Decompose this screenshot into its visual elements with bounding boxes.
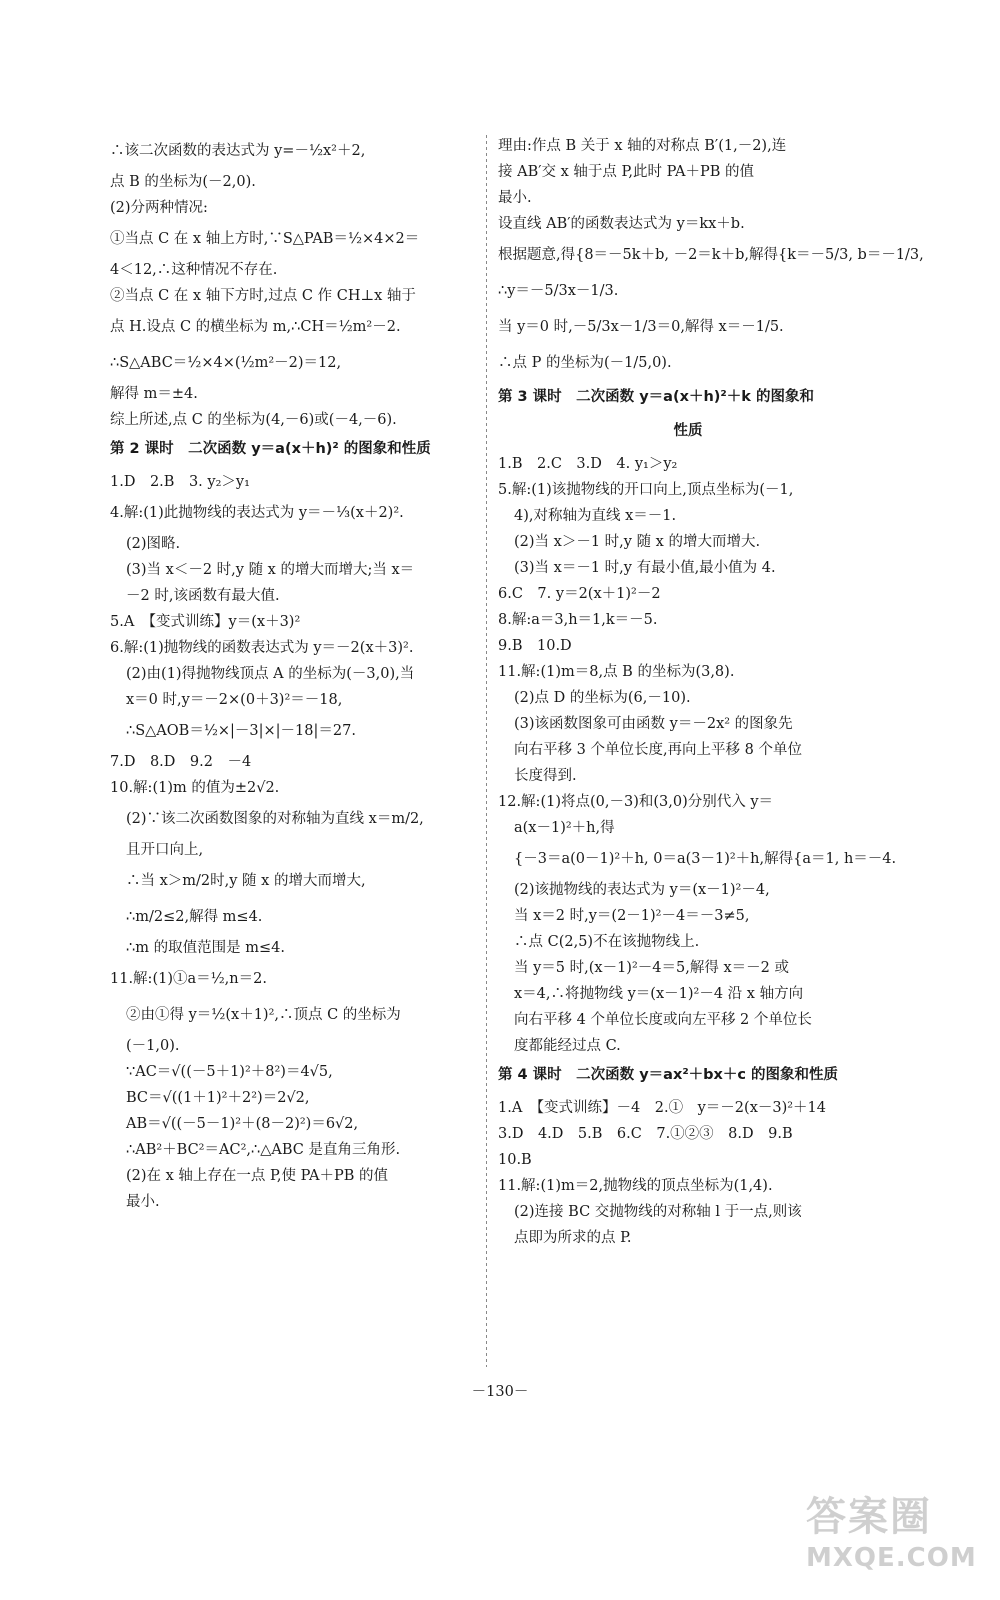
answer-line: (2)该抛物线的表达式为 y＝(x－1)²－4,	[514, 882, 770, 898]
answer-line: 当 y＝0 时,－5/3x－1/3＝0,解得 x＝－1/5.	[498, 319, 784, 335]
answer-line: 10.解:(1)m 的值为±2√2.	[110, 780, 280, 796]
answer-line: 点即为所求的点 P.	[514, 1230, 632, 1246]
answer-line: (3)该函数图象可由函数 y＝－2x² 的图象先	[514, 716, 793, 732]
answer-line: x＝4,∴将抛物线 y＝(x－1)²－4 沿 x 轴方向	[514, 986, 804, 1002]
answer-line: 11.解:(1)m＝8,点 B 的坐标为(3,8).	[498, 664, 735, 680]
answer-line: ∴当 x＞m/2时,y 随 x 的增大而增大,	[126, 873, 366, 889]
answer-line: ②由①得 y＝½(x＋1)²,∴顶点 C 的坐标为	[126, 1007, 401, 1023]
answer-line: 综上所述,点 C 的坐标为(4,－6)或(－4,－6).	[110, 412, 397, 428]
answer-line: ∴点 P 的坐标为(－1/5,0).	[498, 355, 672, 371]
answer-line: 4.解:(1)此抛物线的表达式为 y＝－⅓(x＋2)².	[110, 505, 404, 521]
answer-line: －2 时,该函数有最大值.	[126, 588, 280, 604]
answer-line: 1.D 2.B 3. y₂＞y₁	[110, 474, 250, 490]
answer-line: (2)∵该二次函数图象的对称轴为直线 x＝m/2,	[126, 811, 424, 827]
answer-line: ①当点 C 在 x 轴上方时,∵S△PAB＝½×4×2＝	[110, 231, 420, 247]
answer-line: 10.B	[498, 1152, 532, 1168]
answer-line: AB＝√((－5－1)²＋(8－2)²)＝6√2,	[126, 1116, 359, 1132]
answer-line: 向右平移 4 个单位长度或向左平移 2 个单位长	[514, 1012, 812, 1028]
answer-line: 最小.	[498, 190, 532, 206]
answer-line: ②当点 C 在 x 轴下方时,过点 C 作 CH⊥x 轴于	[110, 288, 416, 304]
answer-line: 理由:作点 B 关于 x 轴的对称点 B′(1,－2),连	[498, 138, 787, 154]
answer-line: ∴m 的取值范围是 m≤4.	[126, 940, 285, 956]
answer-line: 点 B 的坐标为(－2,0).	[110, 174, 256, 190]
answer-line: 长度得到.	[514, 768, 577, 784]
answer-line: (2)由(1)得抛物线顶点 A 的坐标为(－3,0),当	[126, 666, 415, 682]
answer-line: 6.C 7. y＝2(x＋1)²－2	[498, 586, 661, 602]
answer-line: ∴点 C(2,5)不在该抛物线上.	[514, 934, 700, 950]
answer-line: 向右平移 3 个单位长度,再向上平移 8 个单位	[514, 742, 802, 758]
answer-line: ∴AB²＋BC²＝AC²,∴△ABC 是直角三角形.	[126, 1142, 401, 1158]
answer-line: (2)图略.	[126, 536, 181, 552]
watermark-logo	[806, 1492, 986, 1592]
section-heading: 第 4 课时 二次函数 y＝ax²＋bx＋c 的图象和性质	[498, 1067, 839, 1083]
answer-line: (3)当 x＜－2 时,y 随 x 的增大而增大;当 x＝	[126, 562, 415, 578]
left-column	[110, 136, 482, 1218]
answer-line: 4＜12,∴这种情况不存在.	[110, 262, 278, 278]
answer-line: 度都能经过点 C.	[514, 1038, 621, 1054]
answer-line: 当 y＝5 时,(x－1)²－4＝5,解得 x＝－2 或	[514, 960, 789, 976]
answer-line: 11.解:(1)①a＝½,n＝2.	[110, 971, 267, 987]
answer-line: (2)分两种情况:	[110, 200, 208, 216]
answer-line: 9.B 10.D	[498, 638, 572, 654]
answer-line: (2)连接 BC 交抛物线的对称轴 l 于一点,则该	[514, 1204, 802, 1220]
watermark-text: 答案圈	[806, 1494, 932, 1540]
answer-line: 当 x＝2 时,y＝(2－1)²－4＝－3≠5,	[514, 908, 750, 924]
answer-line: (－1,0).	[126, 1038, 180, 1054]
answer-line: 4),对称轴为直线 x＝－1.	[514, 508, 677, 524]
answer-line: ∴S△AOB＝½×|－3|×|－18|＝27.	[126, 723, 356, 739]
answer-line: 接 AB′交 x 轴于点 P,此时 PA＋PB 的值	[498, 164, 754, 180]
section-heading: 第 2 课时 二次函数 y＝a(x＋h)² 的图象和性质	[110, 441, 431, 457]
answer-line: 且开口向上,	[126, 842, 204, 858]
answer-line: 11.解:(1)m＝2,抛物线的顶点坐标为(1,4).	[498, 1178, 773, 1194]
answer-line: 12.解:(1)将点(0,－3)和(3,0)分别代入 y＝	[498, 794, 774, 810]
answer-line: 3.D 4.D 5.B 6.C 7.①②③ 8.D 9.B	[498, 1126, 793, 1142]
answer-line: ∴S△ABC＝½×4×(½m²－2)＝12,	[110, 355, 342, 371]
answer-line: (2)在 x 轴上存在一点 P,使 PA＋PB 的值	[126, 1168, 388, 1184]
answer-line: ∴y＝－5/3x－1/3.	[498, 283, 619, 299]
answer-line: ∵AC＝√((－5＋1)²＋8²)＝4√5,	[126, 1064, 333, 1080]
answer-line: (2)点 D 的坐标为(6,－10).	[514, 690, 691, 706]
answer-line: 1.A 【变式训练】－4 2.① y＝－2(x－3)²＋14	[498, 1100, 827, 1116]
answer-line: (2)当 x＞－1 时,y 随 x 的增大而增大.	[514, 534, 761, 550]
answer-line: 根据题意,得{8＝－5k＋b, －2＝k＋b,解得{k＝－5/3, b＝－1/3,	[498, 247, 924, 263]
answer-line: ∴m/2≤2,解得 m≤4.	[126, 909, 263, 925]
answer-line: a(x－1)²＋h,得	[514, 820, 615, 836]
page-number: －130－	[471, 1384, 529, 1400]
column-divider	[486, 135, 487, 1367]
right-column	[498, 136, 924, 1254]
answer-line: 5.A 【变式训练】y＝(x＋3)²	[110, 614, 301, 630]
answer-line: 6.解:(1)抛物线的函数表达式为 y＝－2(x＋3)².	[110, 640, 414, 656]
section-heading: 性质	[673, 423, 703, 439]
answer-line: 设直线 AB′的函数表达式为 y＝kx＋b.	[498, 216, 745, 232]
watermark-url: MXQE.COM	[806, 1543, 977, 1573]
answer-line: ∴该二次函数的表达式为 y=－½x²＋2,	[110, 143, 366, 159]
answer-line: (3)当 x＝－1 时,y 有最小值,最小值为 4.	[514, 560, 776, 576]
answer-line: {－3＝a(0－1)²＋h, 0＝a(3－1)²＋h,解得{a＝1, h＝－4.	[514, 851, 897, 867]
answer-line: 解得 m＝±4.	[110, 386, 198, 402]
answer-line: x＝0 时,y＝－2×(0＋3)²＝－18,	[126, 692, 343, 708]
answer-line: 最小.	[126, 1194, 160, 1210]
answer-line: BC＝√((1＋1)²＋2²)＝2√2,	[126, 1090, 310, 1106]
answer-line: 7.D 8.D 9.2 －4	[110, 754, 252, 770]
section-heading: 第 3 课时 二次函数 y＝a(x＋h)²＋k 的图象和	[498, 389, 814, 405]
answer-line: 8.解:a＝3,h＝1,k＝－5.	[498, 612, 658, 628]
answer-line: 1.B 2.C 3.D 4. y₁＞y₂	[498, 456, 678, 472]
answer-line: 点 H.设点 C 的横坐标为 m,∴CH＝½m²－2.	[110, 319, 401, 335]
answer-line: 5.解:(1)该抛物线的开口向上,顶点坐标为(－1,	[498, 482, 794, 498]
